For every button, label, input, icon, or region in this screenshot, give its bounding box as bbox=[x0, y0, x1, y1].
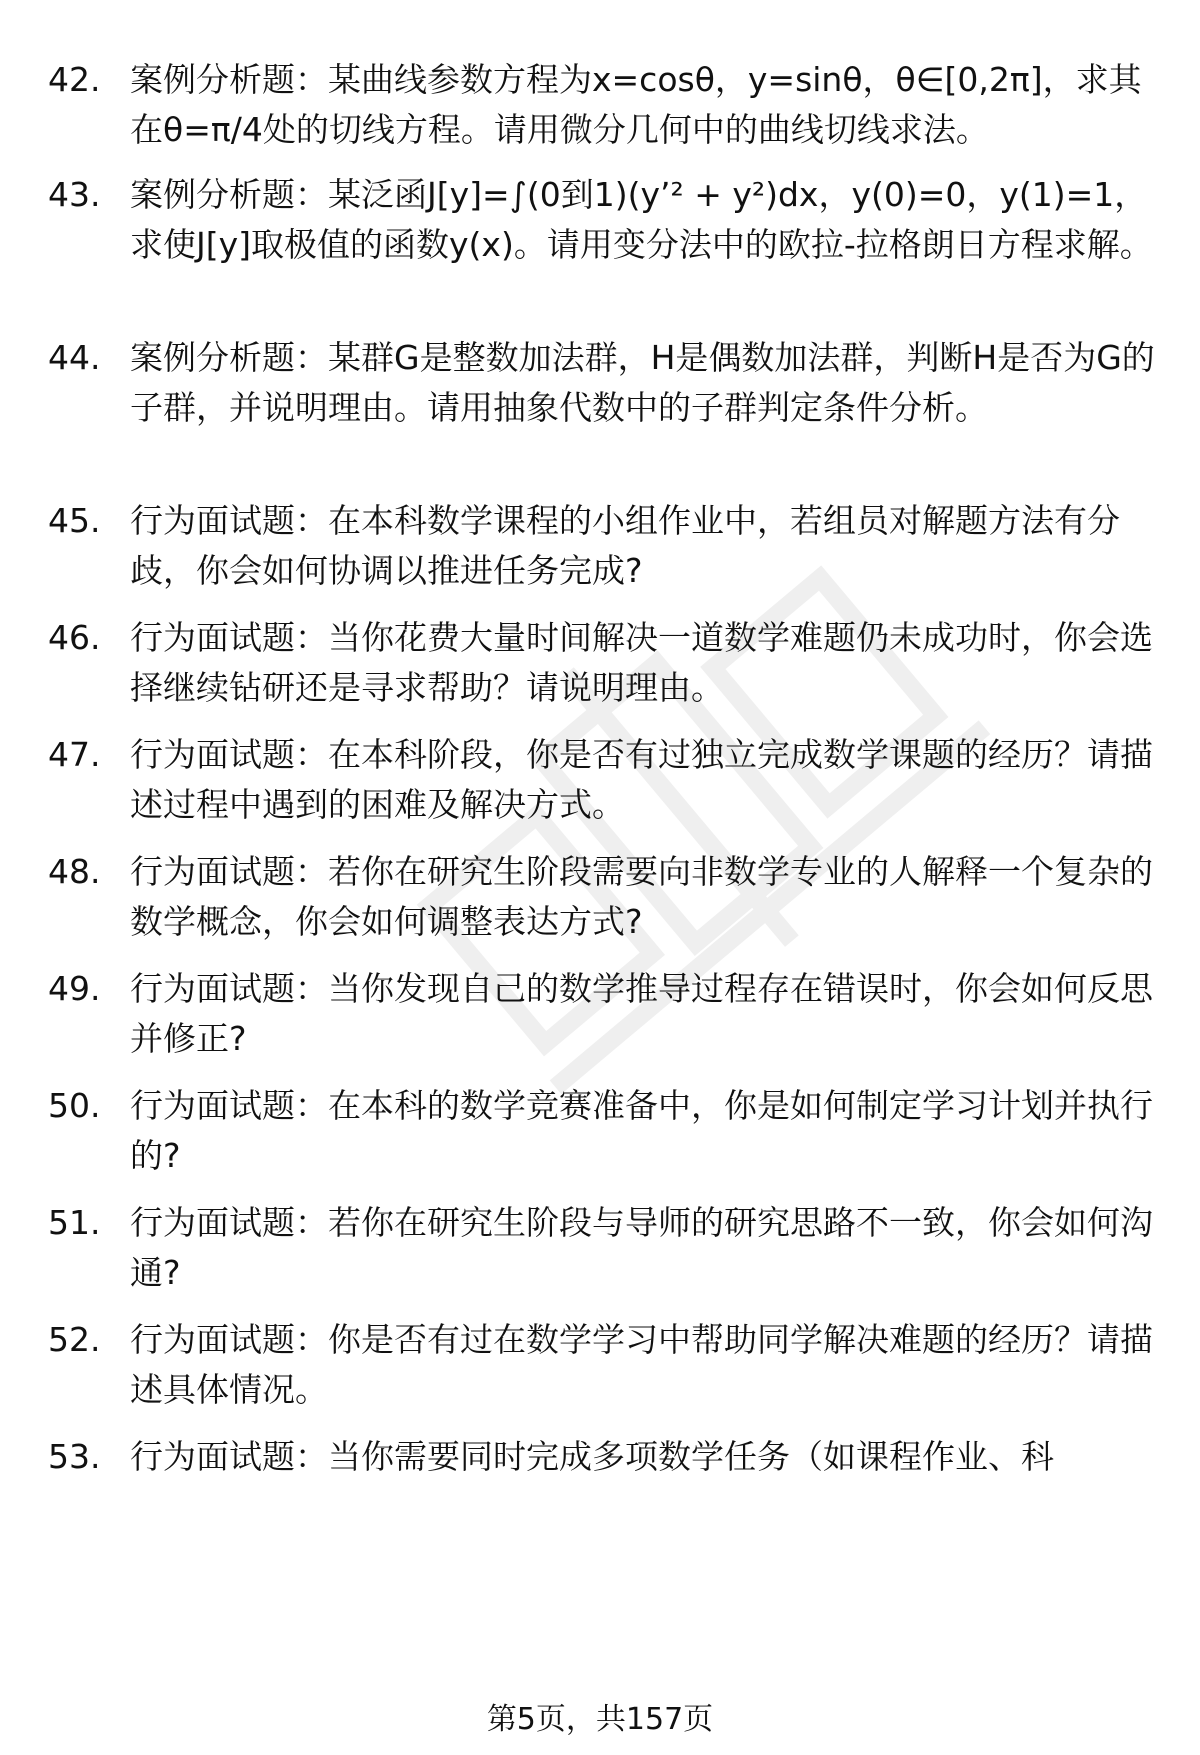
question-number: 53. bbox=[48, 1437, 101, 1476]
question-text: 行为面试题：若你在研究生阶段需要向非数学专业的人解释一个复杂的数学概念，你会如何调整表达方式? bbox=[130, 852, 1153, 941]
question-text: 行为面试题：当你需要同时完成多项数学任务（如课程作业、科 bbox=[130, 1437, 1054, 1476]
question-item bbox=[48, 964, 1158, 1064]
question-number: 47. bbox=[48, 735, 101, 774]
question-number: 48. bbox=[48, 852, 101, 891]
question-item bbox=[48, 496, 1158, 596]
question-number: 50. bbox=[48, 1086, 101, 1125]
question-text: 行为面试题：若你在研究生阶段与导师的研究思路不一致，你会如何沟通? bbox=[130, 1203, 1153, 1292]
question-number: 43. bbox=[48, 175, 101, 214]
question-text: 行为面试题：在本科的数学竞赛准备中，你是如何制定学习计划并执行的? bbox=[130, 1086, 1153, 1175]
page-number-footer: 第5页，共157页 bbox=[486, 1702, 714, 1737]
question-item bbox=[48, 170, 1158, 270]
question-text: 行为面试题：你是否有过在数学学习中帮助同学解决难题的经历？请描述具体情况。 bbox=[130, 1320, 1153, 1409]
question-item bbox=[48, 1432, 1158, 1482]
question-number: 44. bbox=[48, 338, 101, 377]
question-item bbox=[48, 847, 1158, 947]
question-number: 52. bbox=[48, 1320, 101, 1359]
question-item bbox=[48, 333, 1158, 433]
question-text: 行为面试题：在本科数学课程的小组作业中，若组员对解题方法有分歧，你会如何协调以推进任务完成? bbox=[130, 501, 1120, 590]
question-text: 行为面试题：当你花费大量时间解决一道数学难题仍未成功时，你会选择继续钻研还是寻求帮助？请说明理由。 bbox=[130, 618, 1153, 707]
question-item bbox=[48, 1198, 1158, 1298]
question-text: 案例分析题：某曲线参数方程为x=cosθ，y=sinθ，θ∈[0,2π]，求其在θ=π/4处的切线方程。请用微分几何中的曲线切线求法。 bbox=[130, 60, 1142, 149]
question-text: 案例分析题：某泛函J[y]=∫(0到1)(y’² + y²)dx，y(0)=0，y(1)=1，求使J[y]取极值的函数y(x)。请用变分法中的欧拉-拉格朗日方程求解。 bbox=[130, 175, 1153, 264]
question-item bbox=[48, 1081, 1158, 1181]
question-number: 45. bbox=[48, 501, 101, 540]
question-item bbox=[48, 730, 1158, 830]
question-number: 51. bbox=[48, 1203, 101, 1242]
question-number: 46. bbox=[48, 618, 101, 657]
question-item bbox=[48, 55, 1158, 155]
question-text: 案例分析题：某群G是整数加法群，H是偶数加法群，判断H是否为G的子群，并说明理由。请用抽象代数中的子群判定条件分析。 bbox=[130, 338, 1155, 427]
question-number: 49. bbox=[48, 969, 101, 1008]
question-number: 42. bbox=[48, 60, 101, 99]
question-item bbox=[48, 613, 1158, 713]
question-item bbox=[48, 1315, 1158, 1415]
question-text: 行为面试题：当你发现自己的数学推导过程存在错误时，你会如何反思并修正? bbox=[130, 969, 1153, 1058]
question-text: 行为面试题：在本科阶段，你是否有过独立完成数学课题的经历？请描述过程中遇到的困难及解决方式。 bbox=[130, 735, 1153, 824]
